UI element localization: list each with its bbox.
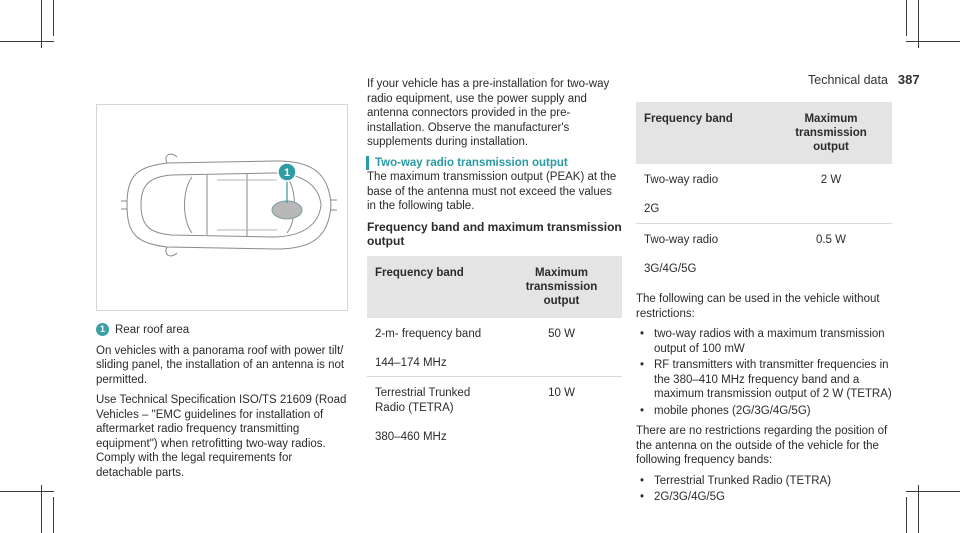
page-header [808,72,920,87]
column-header: Maximum transmission output [501,256,622,318]
table-heading: Frequency band and maximum transmission output [367,219,622,248]
crop-mark [0,36,41,37]
table-cell: Two-way radio 2G [636,164,770,223]
list-item: • two-way radios with a maximum transmission output of 100 mW [654,327,892,356]
middle-column [367,77,622,450]
table-row [636,223,892,282]
crop-mark [906,0,907,36]
table-cell: 50 W [501,318,622,377]
list-item: • 2G/3G/4G/5G [654,490,892,505]
column-header: Frequency band [367,256,501,318]
crop-mark [906,41,960,42]
crop-mark [41,485,42,533]
table-cell: Two-way radio 3G/4G/5G [644,233,719,275]
list-item: • Terrestrial Trunked Radio (TETRA) [654,474,892,489]
table-cell: 10 W [548,387,575,399]
paragraph: There are no restrictions regarding the position of the antenna on the outside of the vehicle for the following frequency bands: [636,425,888,466]
column-header: Frequency band [636,102,770,164]
figure-caption [96,323,350,338]
table-cell: 2 W [770,164,892,223]
crop-mark [53,0,54,36]
paragraph: Use Technical Specification ISO/TS 21609 (Road Vehicles – "EMC guidelines for installation of aftermarket radio frequency transmitting equipment") when retrofitting two-way radios. Comply with the legal requirements for detachable parts. [96,394,347,479]
section-title: Technical data [808,73,888,87]
subheading: Two-way radio transmission output [366,156,622,171]
table-row [367,318,622,377]
column-header: Maximum transmission output [770,102,892,164]
crop-mark [918,485,919,533]
list-item: • mobile phones (2G/3G/4G/5G) [654,404,892,419]
crop-mark [0,491,54,492]
table-cell: 2-m- frequency band 144–174 MHz [367,318,501,377]
right-column [636,102,892,511]
paragraph: On vehicles with a panorama roof with power tilt/ sliding panel, the installation of an antenna is not permitted. [96,344,345,386]
car-illustration [96,104,348,311]
crop-mark [0,41,54,42]
paragraph: The following can be used in the vehicle without restrictions: [636,293,880,320]
crop-mark [906,491,960,492]
table-row [367,377,622,451]
paragraph: If your vehicle has a pre-installation for two-way radio equipment, use the power supply and antenna connectors provided in the pre-installation. Observe the manufacturer's supplements during installation. [367,78,610,148]
figure-callout: 1 [283,167,291,179]
page-number: 387 [897,72,920,87]
callout-badge: 1 [96,323,109,336]
transmission-table [636,102,892,282]
car-top-view-image [97,105,347,310]
table-cell: 0.5 W [815,233,847,246]
bullet-list [636,474,892,505]
crop-mark [53,497,54,533]
bullet-list [636,327,892,418]
paragraph: The maximum transmission output (PEAK) at the base of the antenna must not exceed the values in the following table. [367,171,617,212]
table-row [636,164,892,223]
list-item: • RF transmitters with transmitter frequencies in the 380–410 MHz frequency band and a maximum transmission output of 2 W (TETRA) [654,358,892,402]
crop-mark [906,497,907,533]
table-cell: Terrestrial Trunked Radio (TETRA) 380–460 MHz [375,387,471,443]
left-column [96,323,350,486]
caption-text: Rear roof area [115,324,190,336]
transmission-table [367,256,622,451]
